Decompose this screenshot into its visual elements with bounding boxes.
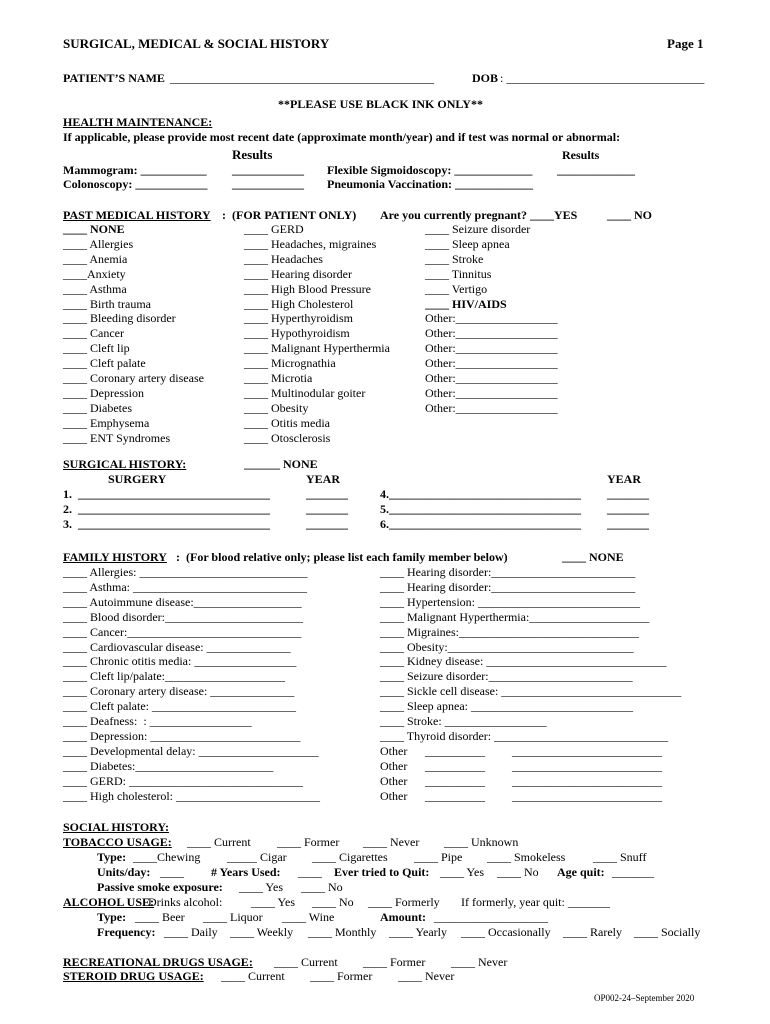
frequency-option[interactable]: ____ Monthly [308,925,377,939]
pmh-item[interactable]: ____ Cancer [63,326,124,341]
steroid-drugs-label: STEROID DRUG USAGE: [63,969,204,983]
quit-no[interactable]: ____ No [497,865,539,879]
pregnant-no[interactable]: ____ NO [607,208,652,222]
pmh-item[interactable]: ____ Obesity [244,400,309,415]
family-history-item[interactable]: ____ Coronary artery disease: ______________ [63,684,295,699]
units-field[interactable]: ____ [160,865,184,879]
type-cigar[interactable]: _____ Cigar [227,850,287,864]
pmh-other-field[interactable]: Other:_________________ [425,356,558,371]
family-other-field[interactable]: _________________________ [512,743,662,758]
pmh-item[interactable]: ____ Vertigo [425,281,488,296]
type-smokeless[interactable]: ____ Smokeless [487,850,566,864]
units-label: Units/day: [97,865,151,879]
footer-form-code: OP002-24–September 2020 [594,993,695,1003]
alcohol-formerly[interactable]: ____ Formerly [368,895,440,909]
pmh-item[interactable]: ____Anxiety [63,266,126,281]
pmh-item[interactable]: ____ Otosclerosis [244,430,331,445]
alcohol-liquor[interactable]: ____ Liquor [203,910,263,924]
form-title: SURGICAL, MEDICAL & SOCIAL HISTORY [63,36,330,51]
pmh-other-field[interactable]: Other:_________________ [425,326,558,341]
family-other-field[interactable]: _________________________ [512,788,662,803]
frequency-option[interactable]: ____ Occasionally [461,925,551,939]
health-instructions: If applicable, please provide most recent date (approximate month/year) and if test was normal or abnormal: [63,130,621,144]
age-quit-label: Age quit: [557,865,605,879]
family-other-label: Other [380,773,408,788]
flex-sig-field[interactable]: Flexible Sigmoidoscopy: _____________ [327,163,533,177]
colonoscopy-field[interactable]: Colonoscopy: ____________ [63,177,208,191]
dob-field[interactable]: : _________________________________ [500,71,705,85]
family-history-item[interactable]: ____ Stroke: _________________ [380,714,547,728]
surgery-year-field[interactable]: _______ [607,487,649,501]
pmh-item[interactable]: ____ Allergies [63,236,134,251]
type-snuff[interactable]: ____ Snuff [593,850,647,864]
pmh-item[interactable]: ____ Emphysema [63,415,150,430]
tobacco-current[interactable]: ____ Current [187,835,251,849]
pmh-item[interactable]: ____ Coronary artery disease [63,371,204,385]
family-history-item[interactable]: ____ Diabetes:_______________________ [63,758,274,773]
pmh-item[interactable]: ____ Depression [63,385,144,400]
dob-label: DOB [472,71,499,85]
passive-no[interactable]: ____ No [301,880,343,894]
family-history-item[interactable]: ____ Deafness: : _________________ [63,714,252,728]
family-history-item[interactable]: ____ Developmental delay: ____________________ [63,743,319,758]
pmh-subtitle: : (FOR PATIENT ONLY) [222,208,357,222]
surgery-year-field[interactable]: _______ [607,502,649,516]
mammogram-result-field[interactable]: ____________ [232,163,304,177]
surgery-year-field[interactable]: _______ [607,517,649,531]
pmh-item[interactable]: ____ Malignant Hyperthermia [244,341,390,356]
passive-yes[interactable]: ____ Yes [239,880,284,894]
family-other-field[interactable]: __________ [425,743,485,758]
pmh-other-field[interactable]: Other:_________________ [425,311,558,326]
alcohol-no[interactable]: ____ No [312,895,354,909]
surgery-name-field[interactable]: 4.________________________________ [380,487,581,501]
years-used-field[interactable]: ____ [298,865,322,879]
frequency-option[interactable]: ____ Rarely [563,925,622,939]
surgical-none[interactable]: ______ NONE [244,457,318,471]
family-other-label: Other [380,758,408,773]
pmh-item[interactable]: ____ Anemia [63,251,128,266]
pregnant-question[interactable]: Are you currently pregnant? ____YES [380,208,578,222]
family-history-item[interactable]: ____ Depression: _________________________ [63,728,301,743]
pmh-item[interactable]: ____ Asthma [63,281,127,296]
quit-yes[interactable]: ____ Yes [440,865,485,879]
pmh-item[interactable]: ____ Otitis media [244,415,330,430]
frequency-option[interactable]: ____ Yearly [389,925,448,939]
pmh-item[interactable]: ____ Tinnitus [425,266,492,281]
family-history-item[interactable]: ____ Chronic otitis media: _________________ [63,654,297,669]
steroid-former[interactable]: ____ Former [310,969,373,983]
amount-field[interactable]: ___________________ [434,910,548,924]
patient-name-label: PATIENT’S NAME [63,71,165,85]
family-history-item[interactable]: ____ Hearing disorder:________________________ [380,565,636,579]
type-cigarettes[interactable]: ____ Cigarettes [312,850,388,864]
surgery-name-field[interactable]: 3. ________________________________ [63,517,270,531]
amount-label: Amount: [380,910,427,924]
family-history-item[interactable]: ____ Cleft lip/palate:____________________ [63,669,285,684]
family-history-item[interactable]: ____ Hypertension: ___________________________ [380,594,640,609]
frequency-label: Frequency: [97,925,156,939]
family-history-item[interactable]: ____ Asthma: _____________________________ [63,579,308,594]
surgery-name-field[interactable]: 1. ________________________________ [63,487,270,501]
year-header-2: YEAR [607,472,642,486]
family-history-item[interactable]: ____ Sickle cell disease: ______________________________ [380,684,682,699]
pmh-item[interactable]: ____ Cleft lip [63,341,130,356]
family-history-item[interactable]: ____ Thyroid disorder: _____________________________ [380,728,669,743]
alcohol-year-quit[interactable]: If formerly, year quit: _______ [461,895,610,909]
family-other-field[interactable]: __________ [425,758,485,773]
alcohol-label: ALCOHOL USE: [63,895,155,909]
family-title: FAMILY HISTORY [63,550,167,564]
family-history-item[interactable]: ____ Kidney disease: ______________________________ [380,654,667,669]
surgery-name-field[interactable]: 2. ________________________________ [63,502,270,516]
family-other-field[interactable]: __________ [425,773,485,788]
page-number: Page 1 [667,36,704,51]
tobacco-never[interactable]: ____ Never [363,835,420,849]
pmh-item[interactable]: ____ Microtia [244,371,313,385]
frequency-option[interactable]: ____ Daily [164,925,218,939]
pmh-item[interactable]: ____ HIV/AIDS [425,296,507,311]
rec-current[interactable]: ____ Current [274,955,338,969]
pmh-item[interactable]: ____ Sleep apnea [425,236,510,251]
quit-label: Ever tried to Quit: [334,865,430,879]
year-header-1: YEAR [306,472,341,486]
steroid-never[interactable]: ____ Never [398,969,455,983]
steroid-current[interactable]: ____ Current [221,969,285,983]
type-chewing[interactable]: ____Chewing [133,850,201,864]
ink-notice: **PLEASE USE BLACK INK ONLY** [278,97,483,111]
flex-sig-result-field[interactable]: _____________ [557,163,635,177]
pmh-item[interactable]: ____ Multinodular goiter [244,385,366,400]
family-history-item[interactable]: ____ Obesity:_______________________________ [380,639,634,654]
family-other-field[interactable]: _________________________ [512,758,662,773]
surgery-name-field[interactable]: 6.________________________________ [380,517,581,531]
tobacco-unknown[interactable]: ____ Unknown [444,835,519,849]
frequency-option[interactable]: ____ Weekly [230,925,294,939]
pmh-item[interactable]: ____ Stroke [425,251,484,266]
mammogram-field[interactable]: Mammogram: ___________ [63,163,207,177]
passive-smoke-label: Passive smoke exposure: [97,880,223,894]
family-history-item[interactable]: ____ Hearing disorder:________________________ [380,579,636,594]
family-history-item[interactable]: ____ High cholesterol: ________________________ [63,788,320,803]
family-other-label: Other [380,788,408,803]
pmh-item[interactable]: ____ GERD [244,222,304,236]
alcohol-beer[interactable]: ____ Beer [135,910,185,924]
rec-former[interactable]: ____ Former [363,955,426,969]
family-history-item[interactable]: ____ Autoimmune disease:__________________ [63,594,302,609]
surgery-name-field[interactable]: 5.________________________________ [380,502,581,516]
tobacco-label: TOBACCO USAGE: [63,835,172,849]
family-history-item[interactable]: ____ Cleft palate: ________________________ [63,699,296,714]
tobacco-former[interactable]: ____ Former [277,835,340,849]
family-history-item[interactable]: ____ Sleep apnea: ___________________________ [380,699,633,714]
family-history-item[interactable]: ____ Seizure disorder:________________________ [380,669,633,684]
surgery-year-field[interactable]: _______ [306,487,348,501]
alcohol-wine[interactable]: ____ Wine [282,910,335,924]
years-used-label: # Years Used: [211,865,281,879]
patient-name-field[interactable]: ____________________________________________ [170,71,434,85]
family-other-field[interactable]: _________________________ [512,773,662,788]
pmh-item[interactable]: ____ Birth trauma [63,296,151,311]
results-label-1: Results [232,147,273,162]
family-subtitle: : (For blood relative only; please list each family member below) [176,550,508,564]
family-history-item[interactable]: ____ Malignant Hyperthermia:____________________ [380,609,650,624]
type-pipe[interactable]: ____ Pipe [414,850,463,864]
health-maintenance-title: HEALTH MAINTENANCE: [63,115,213,129]
family-history-item[interactable]: ____ Cancer:_____________________________ [63,624,302,639]
surgery-year-field[interactable]: _______ [306,517,348,531]
pmh-other-field[interactable]: Other:_________________ [425,371,558,385]
family-history-item[interactable]: ____ Cardiovascular disease: ______________ [63,639,291,654]
family-history-item[interactable]: ____ Allergies: ____________________________ [63,565,308,579]
pmh-item[interactable]: ____ High Blood Pressure [244,281,371,296]
pmh-item[interactable]: ____ Hearing disorder [244,266,352,281]
pmh-other-field[interactable]: Other:_________________ [425,400,558,415]
pmh-item[interactable]: ____ NONE [63,222,125,236]
pmh-item[interactable]: ____ Hypothyroidism [244,326,350,341]
pmh-item[interactable]: ____ Micrognathia [244,356,336,371]
pmh-item[interactable]: ____ Seizure disorder [425,222,531,236]
pneumonia-field[interactable]: Pneumonia Vaccination: _____________ [327,177,534,191]
pmh-item[interactable]: ____ Hyperthyroidism [244,311,353,326]
surgery-header: SURGERY [108,472,167,486]
pmh-title: PAST MEDICAL HISTORY [63,208,211,222]
alcohol-question: Drinks alcohol: [148,895,223,909]
rec-never[interactable]: ____ Never [451,955,508,969]
pmh-item[interactable]: ____ Headaches, migraines [244,236,377,251]
pmh-item[interactable]: ____ Bleeding disorder [63,311,176,326]
pmh-other-field[interactable]: Other:_________________ [425,341,558,356]
family-none[interactable]: ____ NONE [562,550,624,564]
alcohol-yes[interactable]: ____ Yes [251,895,296,909]
pmh-item[interactable]: ____ ENT Syndromes [63,430,171,445]
frequency-option[interactable]: ____ Socially [634,925,701,939]
social-title: SOCIAL HISTORY: [63,820,169,834]
pmh-item[interactable]: ____ High Cholesterol [244,296,354,311]
family-other-field[interactable]: __________ [425,788,485,803]
tobacco-type-label: Type: [97,850,127,864]
pmh-item[interactable]: ____ Diabetes [63,400,132,415]
family-other-label: Other [380,743,408,758]
surgery-year-field[interactable]: _______ [306,502,348,516]
pmh-item[interactable]: ____ Headaches [244,251,323,266]
pmh-other-field[interactable]: Other:_________________ [425,385,558,400]
family-history-item[interactable]: ____ Blood disorder:_______________________ [63,609,303,624]
pmh-item[interactable]: ____ Cleft palate [63,356,146,371]
recreational-drugs-label: RECREATIONAL DRUGS USAGE: [63,955,253,969]
colonoscopy-result-field[interactable]: ____________ [232,177,304,191]
results-label-2: Results [562,148,600,162]
surgical-title: SURGICAL HISTORY: [63,457,187,471]
family-history-item[interactable]: ____ GERD: _____________________________ [63,773,303,788]
age-quit-field[interactable]: _______ [612,865,654,879]
family-history-item[interactable]: ____ Migraines:______________________________ [380,624,639,639]
alcohol-type-label: Type: [97,910,127,924]
